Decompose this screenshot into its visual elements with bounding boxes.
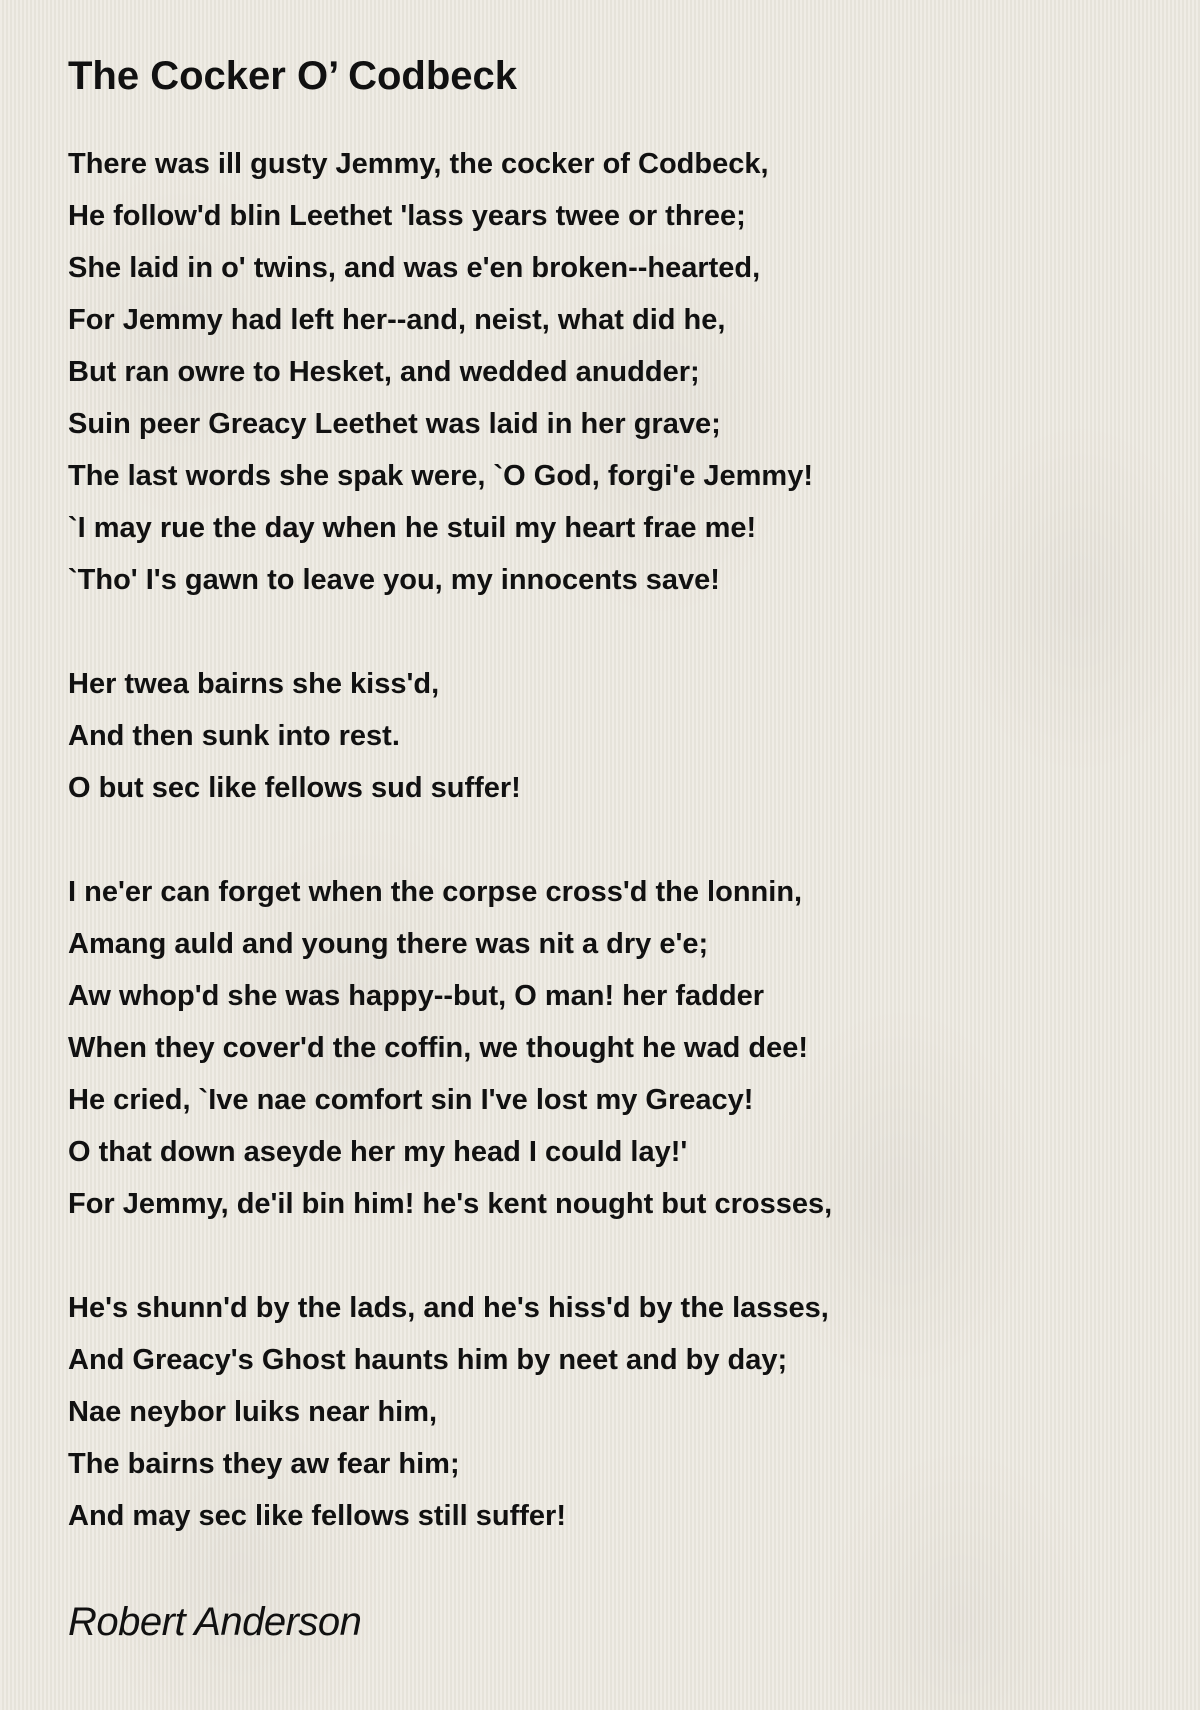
poem-line: For Jemmy had left her--and, neist, what did he, <box>68 304 726 336</box>
poem-line: Suin peer Greacy Leethet was laid in her grave; <box>68 408 721 440</box>
poem-line: But ran owre to Hesket, and wedded anudder; <box>68 356 700 388</box>
poem-line: He cried, `Ive nae comfort sin I've lost my Greacy! <box>68 1084 754 1116</box>
poem-line: `I may rue the day when he stuil my heart frae me! <box>68 512 757 544</box>
stanza-1 <box>68 138 1148 606</box>
stanza-2 <box>68 658 1148 814</box>
poem-line: And Greacy's Ghost haunts him by neet and by day; <box>68 1344 788 1376</box>
stanza-3 <box>68 866 1148 1230</box>
poem-line: For Jemmy, de'il bin him! he's kent nought but crosses, <box>68 1188 833 1220</box>
poem-line: He's shunn'd by the lads, and he's hiss'd by the lasses, <box>68 1292 829 1324</box>
poem-line: I ne'er can forget when the corpse cross'd the lonnin, <box>68 876 803 908</box>
poem-page <box>68 48 1148 1650</box>
poem-line: He follow'd blin Leethet 'lass years twee or three; <box>68 200 746 232</box>
poem-line: O but sec like fellows sud suffer! <box>68 772 521 804</box>
poem-line: Amang auld and young there was nit a dry e'e; <box>68 928 709 960</box>
poem-line: She laid in o' twins, and was e'en broken--hearted, <box>68 252 761 284</box>
poem-line: The bairns they aw fear him; <box>68 1448 460 1480</box>
poem-line: When they cover'd the coffin, we thought he wad dee! <box>68 1032 808 1064</box>
poem-line: There was ill gusty Jemmy, the cocker of Codbeck, <box>68 148 769 180</box>
poem-line: The last words she spak were, `O God, forgi'e Jemmy! <box>68 460 813 492</box>
poem-author: Robert Anderson <box>68 1600 362 1644</box>
stanza-4 <box>68 1282 1148 1542</box>
poem-line: `Tho' I's gawn to leave you, my innocents save! <box>68 564 720 596</box>
poem-line: O that down aseyde her my head I could lay!' <box>68 1136 688 1168</box>
poem-line: And may sec like fellows still suffer! <box>68 1500 566 1532</box>
poem-line: And then sunk into rest. <box>68 720 400 752</box>
poem-line: Her twea bairns she kiss'd, <box>68 668 440 700</box>
poem-line: Nae neybor luiks near him, <box>68 1396 438 1428</box>
poem-title: The Cocker O’ Codbeck <box>68 54 518 98</box>
poem-line: Aw whop'd she was happy--but, O man! her fadder <box>68 980 764 1012</box>
